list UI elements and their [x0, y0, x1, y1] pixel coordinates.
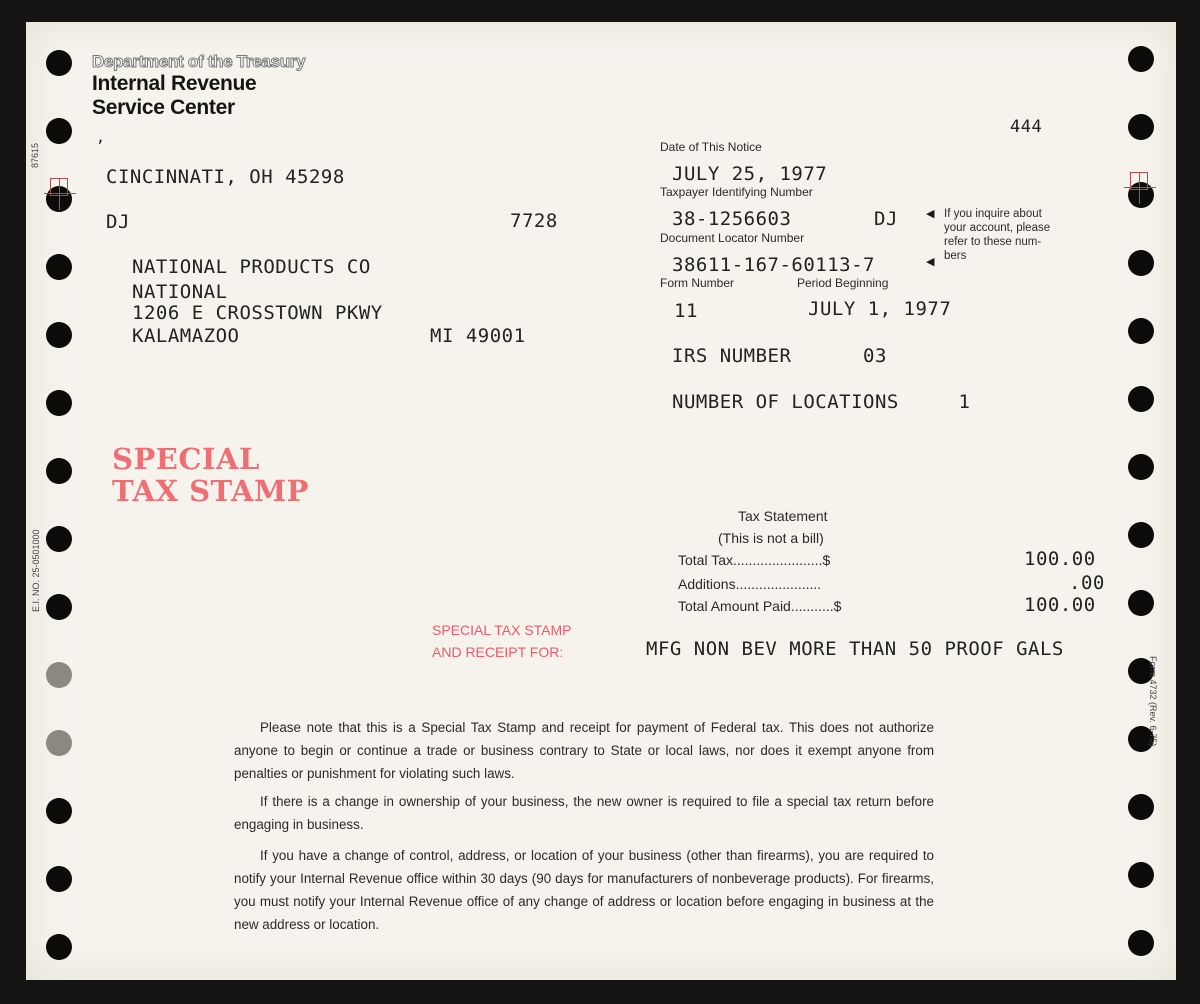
dj-code-left: DJ — [106, 211, 130, 233]
total-paid-label: Total Amount Paid...........$ — [678, 598, 842, 614]
form-number-label: Form Number — [660, 276, 735, 290]
receipt-label-line1: SPECIAL TAX STAMP — [432, 622, 572, 638]
inquiry-note — [944, 207, 1050, 263]
feed-hole — [1128, 862, 1154, 888]
feed-hole — [46, 50, 72, 76]
dln-value: 38611-167-60113-7 — [672, 254, 875, 276]
notice-paragraph-3: If you have a change of control, address, or location of your business (other than firearms), you are required to notify your Internal Revenue office within 30 days (90 days for manufacturers of nonbeverage products). For firearms, you must notify your Internal Revenue office of any change of address or location before engaging in business at the new address or location. — [234, 848, 934, 932]
feed-hole — [46, 594, 72, 620]
period-label: Period Beginning — [797, 276, 889, 290]
feed-hole — [46, 458, 72, 484]
feed-hole — [1128, 522, 1154, 548]
notice-paragraph-2: If there is a change in ownership of your business, the new owner is required to file a special tax return before engaging in business. — [234, 794, 934, 832]
pointer-arrow-icon: ◀ — [926, 256, 935, 268]
feed-hole — [46, 322, 72, 348]
notice-paragraph-1: Please note that this is a Special Tax Stamp and receipt for payment of Federal tax. This does not authorize anyone to begin or continue a trade or business contrary to State or local laws, nor does it exempt anyone from penalties or punishment for violating such laws. — [234, 720, 934, 781]
feed-hole — [46, 254, 72, 280]
form-number-value: 11 — [674, 300, 698, 322]
side-code-top-left: 87615 — [30, 142, 40, 168]
period-value: JULY 1, 1977 — [808, 298, 952, 320]
registration-box — [50, 178, 68, 196]
tin-suffix: DJ — [874, 208, 898, 230]
additions-value: .00 — [1069, 572, 1105, 594]
tin-label: Taxpayer Identifying Number — [660, 185, 813, 199]
addressee-street: 1206 E CROSSTOWN PKWY — [132, 302, 383, 324]
irs-number: IRS NUMBER 03 — [672, 345, 887, 367]
code-7728: 7728 — [510, 210, 558, 232]
inquiry-note-line: refer to these num- — [944, 236, 1042, 248]
feed-hole — [1128, 114, 1154, 140]
agency-line1: Internal Revenue — [92, 72, 257, 95]
stamp-title-line2: TAX STAMP — [112, 474, 309, 508]
total-paid-value: 100.00 — [1024, 594, 1096, 616]
addressee-state-zip: MI 49001 — [430, 325, 526, 347]
addressee-line2: NATIONAL — [132, 281, 228, 303]
feed-hole — [46, 730, 72, 756]
side-code-left: E.I. NO. 25-0501000 — [31, 529, 41, 612]
feed-hole — [46, 662, 72, 688]
statement-title: Tax Statement — [738, 508, 828, 524]
feed-hole — [46, 934, 72, 960]
feed-hole — [46, 866, 72, 892]
feed-hole — [46, 526, 72, 552]
date-label: Date of This Notice — [660, 140, 762, 154]
pointer-arrow-icon: ◀ — [926, 208, 935, 220]
statement-subtitle: (This is not a bill) — [718, 530, 824, 546]
department-name: Department of the Treasury — [92, 52, 306, 71]
feed-hole — [1128, 250, 1154, 276]
feed-hole — [46, 390, 72, 416]
feed-hole — [1128, 386, 1154, 412]
service-center-address: CINCINNATI, OH 45298 — [106, 166, 345, 188]
feed-hole — [1128, 794, 1154, 820]
notice-code: 444 — [1010, 117, 1043, 137]
feed-hole — [1128, 454, 1154, 480]
header-tick: , — [96, 128, 106, 146]
inquiry-note-line: your account, please — [944, 222, 1051, 234]
feed-hole — [46, 118, 72, 144]
registration-box — [1130, 172, 1148, 190]
feed-hole — [46, 798, 72, 824]
agency-line2: Service Center — [92, 96, 235, 119]
feed-hole — [1128, 590, 1154, 616]
feed-hole — [1128, 930, 1154, 956]
additions-label: Additions...................... — [678, 576, 822, 592]
tin-value: 38-1256603 — [672, 208, 792, 230]
feed-hole — [1128, 46, 1154, 72]
receipt-description: MFG NON BEV MORE THAN 50 PROOF GALS — [646, 638, 1064, 660]
number-of-locations: NUMBER OF LOCATIONS 1 — [672, 391, 971, 413]
inquiry-note-line: If you inquire about — [944, 208, 1042, 220]
dln-label: Document Locator Number — [660, 231, 805, 245]
total-tax-value: 100.00 — [1024, 548, 1096, 570]
date-value: JULY 25, 1977 — [672, 163, 828, 185]
feed-hole — [1128, 318, 1154, 344]
side-code-right: Form 4732 (Rev. 6-75) — [1148, 656, 1158, 747]
receipt-label-line2: AND RECEIPT FOR: — [432, 644, 564, 660]
inquiry-note-line: bers — [944, 250, 967, 262]
total-tax-label: Total Tax.......................$ — [678, 552, 831, 568]
addressee-city: KALAMAZOO — [132, 325, 240, 347]
stamp-title-line1: SPECIAL — [112, 442, 260, 476]
addressee-line1: NATIONAL PRODUCTS CO — [132, 256, 371, 278]
